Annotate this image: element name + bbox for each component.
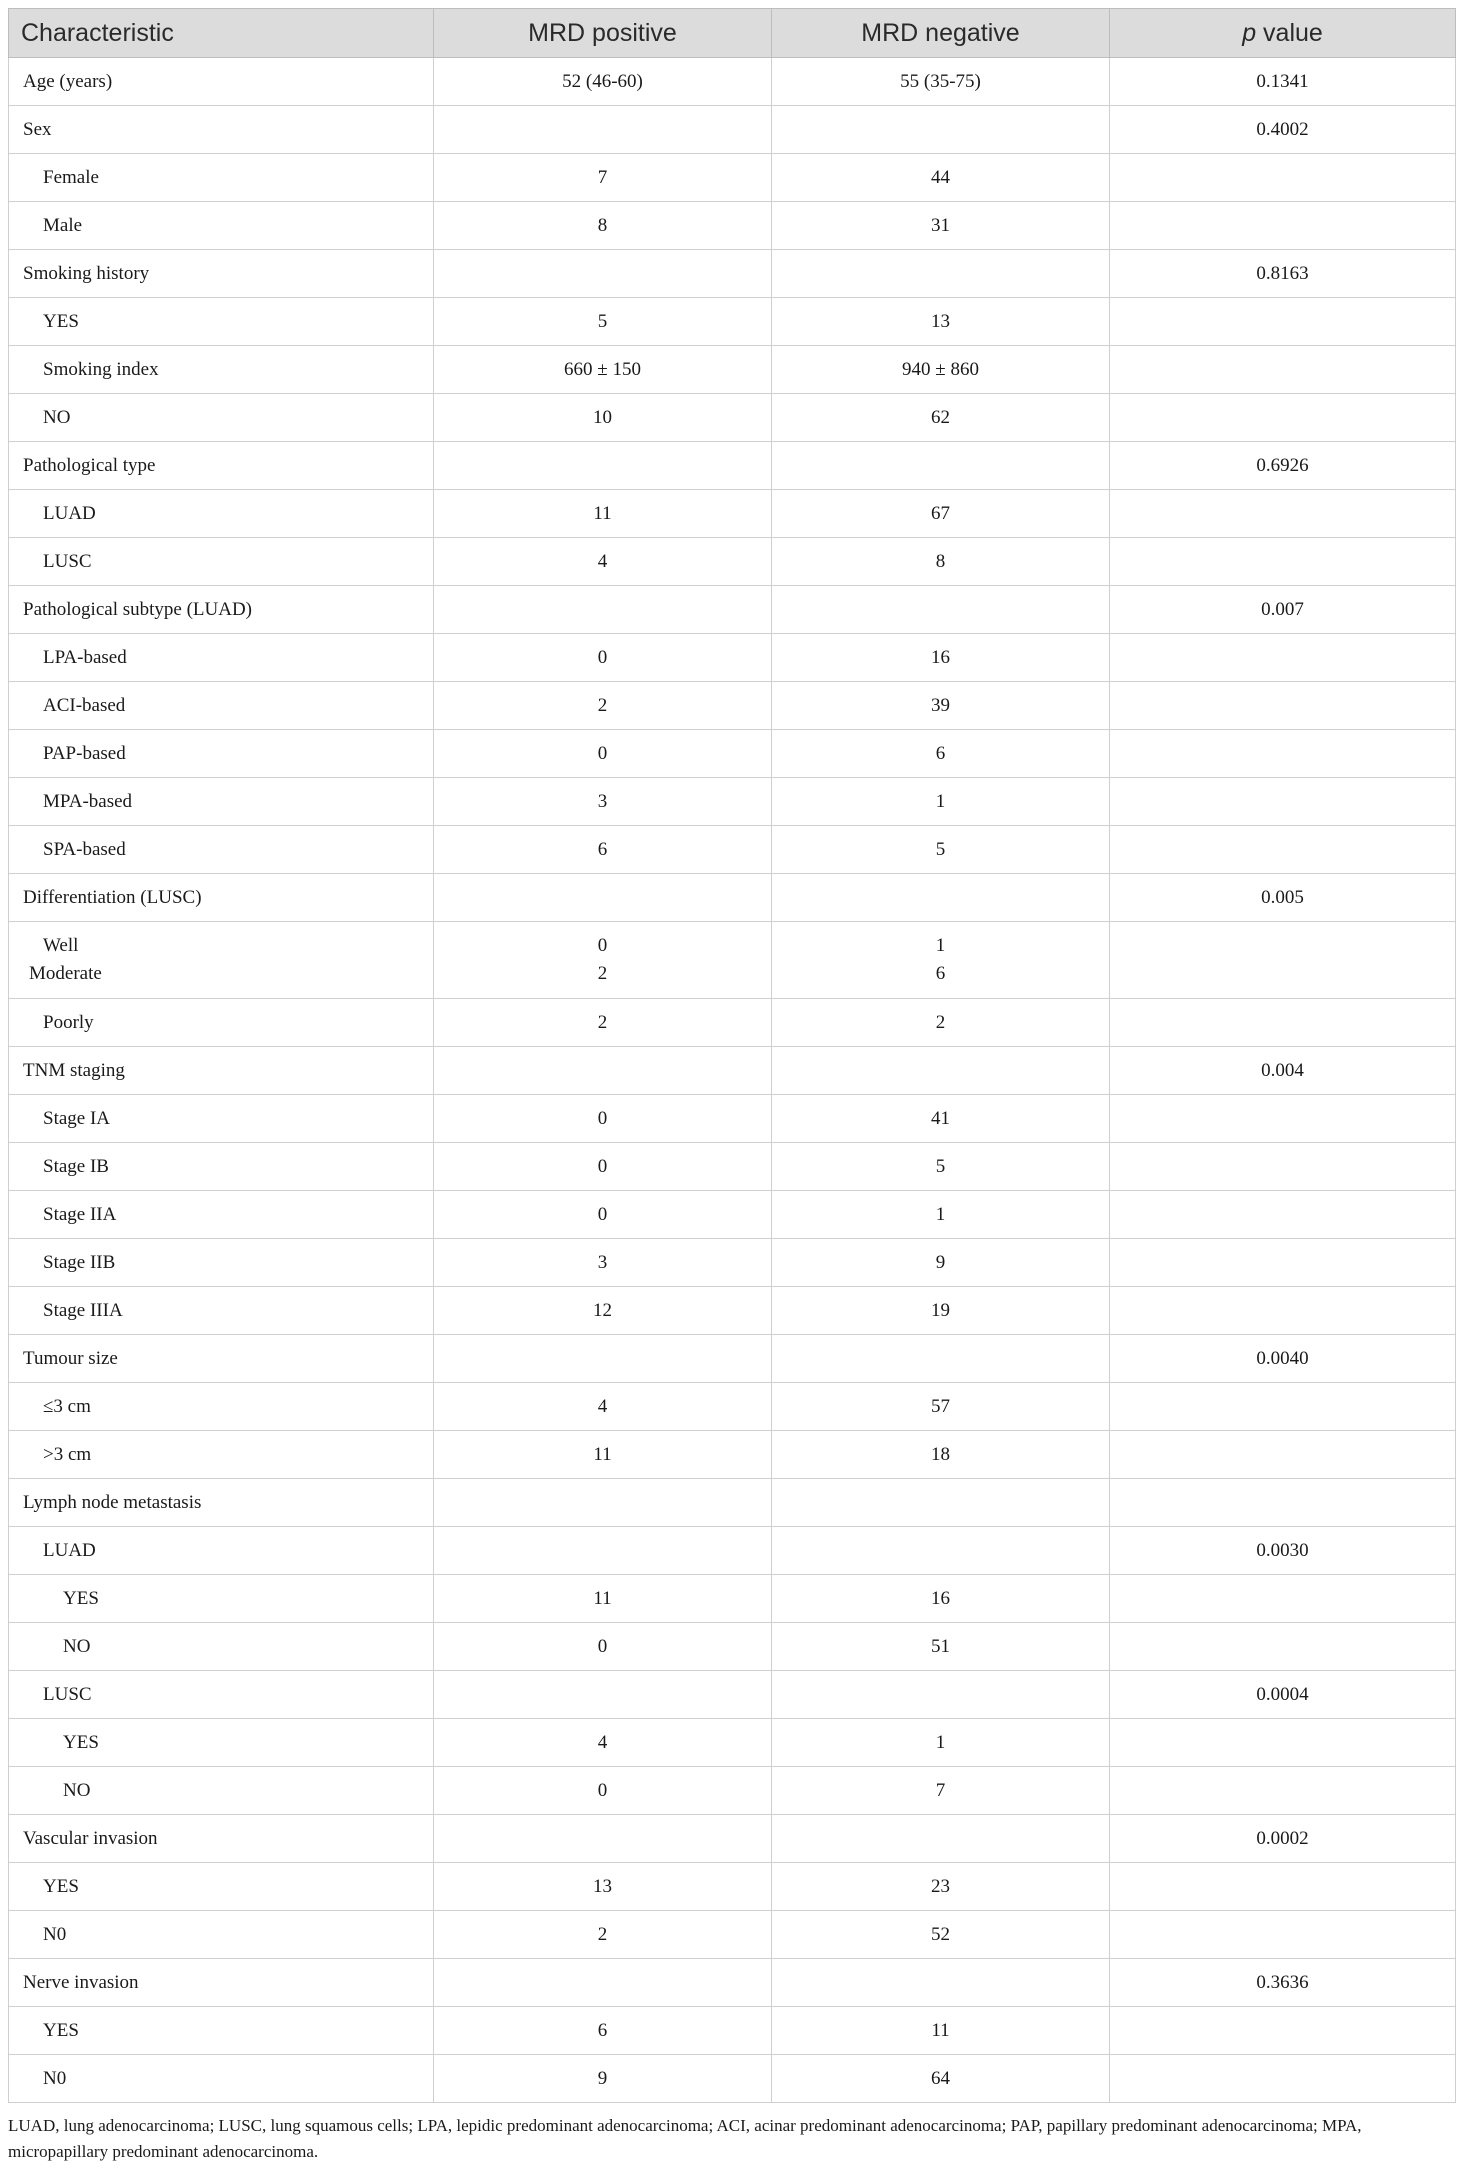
row-mrd-positive (434, 922, 772, 999)
row-label: Nerve invasion (9, 1959, 434, 2007)
row-label: NO (9, 1623, 434, 1671)
row-mrd-positive (434, 1815, 772, 1863)
row-p-value (1110, 1479, 1456, 1527)
table-row (9, 1143, 1456, 1191)
row-p-value (1110, 778, 1456, 826)
table-row (9, 346, 1456, 394)
table-row (9, 586, 1456, 634)
row-label-moderate: Moderate (29, 963, 102, 984)
row-p-value (1110, 999, 1456, 1047)
table-row (9, 778, 1456, 826)
row-label: Tumour size (9, 1335, 434, 1383)
row-mrd-positive: 7 (434, 154, 772, 202)
row-label: Poorly (9, 999, 434, 1047)
row-p-value (1110, 922, 1456, 999)
row-mrd-negative: 55 (35-75) (772, 58, 1110, 106)
row-mrd-positive: 0 (434, 1623, 772, 1671)
row-label: ACI-based (9, 682, 434, 730)
table-row (9, 826, 1456, 874)
row-mrd-positive: 2 (434, 1911, 772, 1959)
row-mrd-negative: 44 (772, 154, 1110, 202)
table-row (9, 1191, 1456, 1239)
row-mrd-positive: 0 (434, 634, 772, 682)
table-row (9, 922, 1456, 999)
table-row (9, 634, 1456, 682)
row-mrd-negative: 6 (772, 730, 1110, 778)
row-p-value (1110, 1383, 1456, 1431)
table-row (9, 730, 1456, 778)
row-mrd-negative (772, 1815, 1110, 1863)
row-label: Pathological subtype (LUAD) (9, 586, 434, 634)
row-p-value: 0.0002 (1110, 1815, 1456, 1863)
row-p-value (1110, 394, 1456, 442)
row-p-value (1110, 1143, 1456, 1191)
row-p-value: 0.0004 (1110, 1671, 1456, 1719)
table-header (9, 9, 1456, 58)
row-mrd-negative: 39 (772, 682, 1110, 730)
row-label: Pathological type (9, 442, 434, 490)
row-p-value (1110, 538, 1456, 586)
table-footnote: LUAD, lung adenocarcinoma; LUSC, lung squamous cells; LPA, lepidic predominant adenocarcinoma; ACI, acinar predominant adenocarcinoma; PAP, papillary predominant adenocarcinoma; MPA, micropapillary predominant adenocarcinoma. (8, 2116, 1362, 2161)
row-p-value: 0.004 (1110, 1047, 1456, 1095)
row-mrd-positive: 3 (434, 1239, 772, 1287)
header-row (9, 9, 1456, 58)
table-row (9, 1863, 1456, 1911)
row-p-value (1110, 730, 1456, 778)
row-p-value (1110, 2055, 1456, 2103)
row-mrd-negative: 64 (772, 2055, 1110, 2103)
row-p-value: 0.1341 (1110, 58, 1456, 106)
row-mrd-positive: 10 (434, 394, 772, 442)
table-row (9, 1287, 1456, 1335)
row-label: SPA-based (9, 826, 434, 874)
row-label: Lymph node metastasis (9, 1479, 434, 1527)
row-p-value: 0.6926 (1110, 442, 1456, 490)
row-mrd-positive: 0 (434, 1767, 772, 1815)
row-p-value: 0.005 (1110, 874, 1456, 922)
row-mrd-positive: 660 ± 150 (434, 346, 772, 394)
row-mrd-negative: 1 (772, 1191, 1110, 1239)
row-mrd-negative: 2 (772, 999, 1110, 1047)
table-row (9, 106, 1456, 154)
row-label: YES (9, 1575, 434, 1623)
row-label: PAP-based (9, 730, 434, 778)
row-p-value (1110, 2007, 1456, 2055)
table-row (9, 682, 1456, 730)
row-mrd-negative (772, 1479, 1110, 1527)
table-row (9, 202, 1456, 250)
table-row (9, 1431, 1456, 1479)
row-mrd-negative: 57 (772, 1383, 1110, 1431)
row-mrd-positive: 0 (434, 1191, 772, 1239)
row-p-value (1110, 1719, 1456, 1767)
table-row (9, 1335, 1456, 1383)
table-row (9, 298, 1456, 346)
row-mrd-negative: 67 (772, 490, 1110, 538)
row-mrd-negative (772, 874, 1110, 922)
row-label: ≤3 cm (9, 1383, 434, 1431)
row-mrd-negative (772, 106, 1110, 154)
row-label: Stage IIB (9, 1239, 434, 1287)
row-label: Stage IIIA (9, 1287, 434, 1335)
row-mrd-positive (434, 1479, 772, 1527)
row-mrd-negative: 11 (772, 2007, 1110, 2055)
row-mrd-positive: 2 (434, 999, 772, 1047)
row-p-value (1110, 1287, 1456, 1335)
row-label: NO (9, 394, 434, 442)
row-mrd-negative: 5 (772, 826, 1110, 874)
row-mrd-negative: 13 (772, 298, 1110, 346)
row-p-value (1110, 826, 1456, 874)
row-label: YES (9, 2007, 434, 2055)
table-row (9, 1623, 1456, 1671)
table-row (9, 1527, 1456, 1575)
table-row (9, 1479, 1456, 1527)
row-mrd-negative (772, 586, 1110, 634)
row-mrd-negative: 940 ± 860 (772, 346, 1110, 394)
row-mrd-positive (434, 1527, 772, 1575)
row-label: YES (9, 298, 434, 346)
row-label: Stage IIA (9, 1191, 434, 1239)
row-p-value (1110, 154, 1456, 202)
row-mrd-positive (434, 1047, 772, 1095)
row-label: Stage IA (9, 1095, 434, 1143)
row-label: Age (years) (9, 58, 434, 106)
table-row (9, 1239, 1456, 1287)
row-p-value: 0.007 (1110, 586, 1456, 634)
row-mrd-positive: 9 (434, 2055, 772, 2103)
row-label: N0 (9, 2055, 434, 2103)
row-p-value (1110, 490, 1456, 538)
row-p-value: 0.8163 (1110, 250, 1456, 298)
header-mrd-negative: MRD negative (772, 9, 1110, 58)
table-row (9, 1383, 1456, 1431)
row-mrd-positive: 6 (434, 826, 772, 874)
row-mrd-positive: 6 (434, 2007, 772, 2055)
table-row (9, 538, 1456, 586)
table-row (9, 1671, 1456, 1719)
row-mrd-negative (772, 1959, 1110, 2007)
row-p-value (1110, 634, 1456, 682)
row-label: Stage IB (9, 1143, 434, 1191)
table-row (9, 1815, 1456, 1863)
row-p-value (1110, 1623, 1456, 1671)
row-p-value (1110, 202, 1456, 250)
row-mrd-negative (772, 442, 1110, 490)
row-p-value (1110, 1575, 1456, 1623)
row-mrd-positive (434, 250, 772, 298)
table-row (9, 1719, 1456, 1767)
row-label: TNM staging (9, 1047, 434, 1095)
row-mrd-negative-moderate: 6 (935, 963, 946, 984)
row-mrd-positive: 0 (434, 1095, 772, 1143)
row-label: Smoking history (9, 250, 434, 298)
row-p-value: 0.4002 (1110, 106, 1456, 154)
row-mrd-positive: 13 (434, 1863, 772, 1911)
row-mrd-negative: 51 (772, 1623, 1110, 1671)
header-p-value (1110, 9, 1456, 58)
table-row (9, 154, 1456, 202)
row-mrd-positive: 11 (434, 1575, 772, 1623)
row-mrd-negative: 1 (772, 1719, 1110, 1767)
row-mrd-positive: 4 (434, 538, 772, 586)
row-p-value (1110, 1431, 1456, 1479)
row-p-value (1110, 682, 1456, 730)
row-mrd-negative: 5 (772, 1143, 1110, 1191)
row-mrd-negative-well: 1 (935, 935, 946, 956)
row-label: Smoking index (9, 346, 434, 394)
row-mrd-negative: 19 (772, 1287, 1110, 1335)
table-row (9, 1959, 1456, 2007)
row-p-value (1110, 1095, 1456, 1143)
header-characteristic: Characteristic (9, 9, 434, 58)
row-mrd-negative (772, 1527, 1110, 1575)
row-mrd-positive: 5 (434, 298, 772, 346)
header-p-italic: p (1242, 18, 1257, 47)
row-p-value (1110, 1191, 1456, 1239)
row-mrd-positive (434, 442, 772, 490)
table-row (9, 1047, 1456, 1095)
row-mrd-positive: 52 (46-60) (434, 58, 772, 106)
row-mrd-negative: 7 (772, 1767, 1110, 1815)
table-row (9, 490, 1456, 538)
row-p-value (1110, 298, 1456, 346)
row-mrd-negative (772, 250, 1110, 298)
row-mrd-positive-moderate: 2 (597, 963, 608, 984)
table-row (9, 2007, 1456, 2055)
table-row (9, 1767, 1456, 1815)
row-mrd-positive: 11 (434, 490, 772, 538)
table-body (9, 58, 1456, 2103)
row-p-value (1110, 1863, 1456, 1911)
row-mrd-positive (434, 1671, 772, 1719)
table-row (9, 999, 1456, 1047)
row-mrd-positive: 4 (434, 1383, 772, 1431)
row-mrd-positive: 2 (434, 682, 772, 730)
row-label: MPA-based (9, 778, 434, 826)
row-mrd-negative (772, 1335, 1110, 1383)
row-p-value: 0.0040 (1110, 1335, 1456, 1383)
row-mrd-negative: 62 (772, 394, 1110, 442)
row-mrd-negative: 9 (772, 1239, 1110, 1287)
row-label: Vascular invasion (9, 1815, 434, 1863)
row-mrd-positive: 12 (434, 1287, 772, 1335)
header-p-rest: value (1256, 18, 1323, 47)
row-label: Female (9, 154, 434, 202)
row-mrd-positive (434, 1335, 772, 1383)
row-mrd-positive: 0 (434, 1143, 772, 1191)
row-p-value: 0.0030 (1110, 1527, 1456, 1575)
row-mrd-positive: 8 (434, 202, 772, 250)
row-p-value: 0.3636 (1110, 1959, 1456, 2007)
row-mrd-positive: 0 (434, 730, 772, 778)
table-row (9, 1911, 1456, 1959)
row-mrd-positive (434, 874, 772, 922)
row-mrd-negative: 41 (772, 1095, 1110, 1143)
row-mrd-negative: 52 (772, 1911, 1110, 1959)
row-mrd-negative: 16 (772, 634, 1110, 682)
row-label: >3 cm (9, 1431, 434, 1479)
row-mrd-negative (772, 922, 1110, 999)
row-mrd-negative: 8 (772, 538, 1110, 586)
row-mrd-positive: 3 (434, 778, 772, 826)
row-p-value (1110, 1911, 1456, 1959)
row-mrd-positive (434, 106, 772, 154)
table-row (9, 250, 1456, 298)
row-label: LUSC (9, 1671, 434, 1719)
table-row (9, 2055, 1456, 2103)
table-row (9, 1575, 1456, 1623)
row-mrd-negative: 18 (772, 1431, 1110, 1479)
row-mrd-negative: 16 (772, 1575, 1110, 1623)
row-p-value (1110, 1767, 1456, 1815)
row-label: Sex (9, 106, 434, 154)
row-mrd-negative: 1 (772, 778, 1110, 826)
table-row (9, 394, 1456, 442)
row-label: NO (9, 1767, 434, 1815)
row-mrd-positive: 11 (434, 1431, 772, 1479)
row-mrd-positive: 4 (434, 1719, 772, 1767)
row-label (9, 922, 434, 999)
row-label: LUAD (9, 490, 434, 538)
row-label: LPA-based (9, 634, 434, 682)
row-mrd-negative (772, 1671, 1110, 1719)
table-row (9, 1095, 1456, 1143)
header-mrd-positive: MRD positive (434, 9, 772, 58)
results-table (8, 8, 1456, 2103)
table-row (9, 874, 1456, 922)
row-label: LUSC (9, 538, 434, 586)
row-mrd-positive (434, 1959, 772, 2007)
row-mrd-negative: 23 (772, 1863, 1110, 1911)
row-mrd-positive (434, 586, 772, 634)
row-label: Male (9, 202, 434, 250)
table-row (9, 58, 1456, 106)
row-label: YES (9, 1863, 434, 1911)
table-row (9, 442, 1456, 490)
row-label: YES (9, 1719, 434, 1767)
row-label: LUAD (9, 1527, 434, 1575)
row-p-value (1110, 346, 1456, 394)
row-mrd-negative (772, 1047, 1110, 1095)
row-mrd-negative: 31 (772, 202, 1110, 250)
row-label-well: Well (43, 935, 79, 956)
row-label: N0 (9, 1911, 434, 1959)
row-mrd-positive-well: 0 (597, 935, 608, 956)
row-p-value (1110, 1239, 1456, 1287)
row-label: Differentiation (LUSC) (9, 874, 434, 922)
